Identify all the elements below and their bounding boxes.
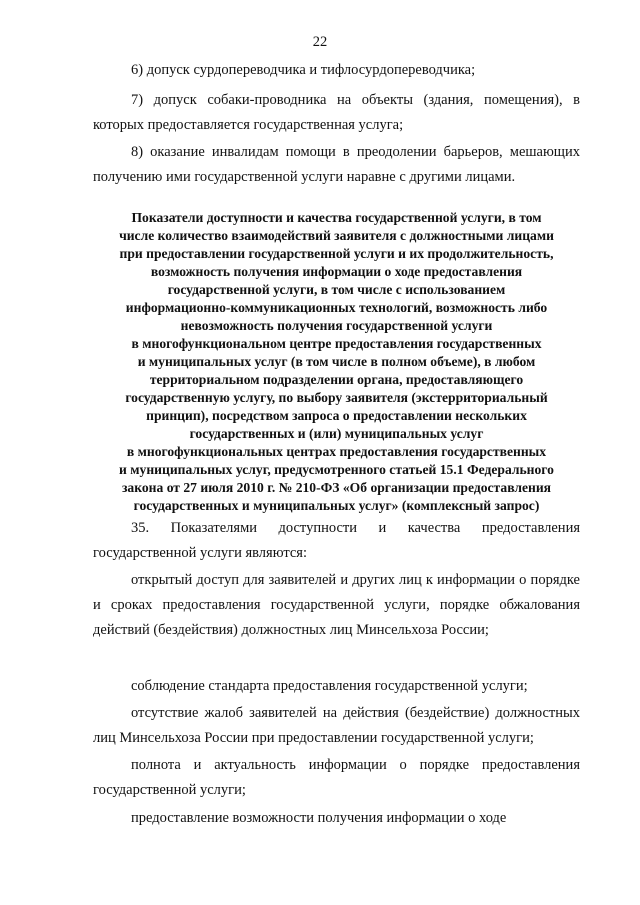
list-item-6: 6) допуск сурдопереводчика и тифлосурдопереводчика;	[131, 62, 476, 78]
page-number: 22	[312, 34, 328, 50]
indicator-paragraph-1: открытый доступ для заявителей и других лиц к информации о порядке и сроках предоставления государственной услуги, порядке обжалования действий (бездействия) должностных лиц Минсельхоза России;	[93, 572, 580, 638]
heading-line: информационно-коммуникационных технологий, возможность либо	[125, 300, 548, 315]
heading-line: и муниципальных услуг, предусмотренного статьей 15.1 Федерального	[119, 462, 554, 477]
list-item-8: 8) оказание инвалидам помощи в преодолении барьеров, мешающих получению ими государственной услуги наравне с другими лицами.	[93, 144, 580, 185]
indicator-paragraph-4: полнота и актуальность информации о порядке предоставления государственной услуги;	[93, 757, 580, 798]
heading-line: невозможность получения государственной услуги	[180, 318, 493, 333]
indicator-paragraph-2: соблюдение стандарта предоставления государственной услуги;	[131, 678, 528, 694]
heading-line: в многофункциональных центрах предоставления государственных	[126, 444, 547, 459]
heading-line: возможность получения информации о ходе предоставления	[150, 264, 523, 279]
heading-line: в многофункциональном центре предоставления государственных	[131, 336, 542, 351]
indicator-paragraph-5: предоставление возможности получения информации о ходе	[131, 810, 507, 826]
heading-line: и муниципальных услуг (в том числе в полном объеме), в любом	[137, 354, 536, 369]
list-item-7: 7) допуск собаки-проводника на объекты (здания, помещения), в которых предоставляется государственная услуга;	[93, 92, 580, 133]
indicator-paragraph-3: отсутствие жалоб заявителей на действия (бездействие) должностных лиц Минсельхоза России при предоставлении государственной услуги;	[93, 705, 580, 746]
heading-line: принцип), посредством запроса о предоставлении нескольких	[146, 408, 527, 423]
heading-line: государственных и (или) муниципальных услуг	[189, 426, 484, 441]
heading-line: при предоставлении государственной услуги и их продолжительность,	[119, 246, 554, 261]
heading-line: государственной услуги, в том числе с использованием	[167, 282, 506, 297]
section-35-intro: 35. Показателями доступности и качества предоставления государственной услуги являются:	[93, 520, 580, 561]
heading-line: государственных и муниципальных услуг» (комплексный запрос)	[133, 498, 540, 513]
heading-line: закона от 27 июля 2010 г. № 210-ФЗ «Об организации предоставления	[121, 480, 552, 495]
heading-line: Показатели доступности и качества государственной услуги, в том	[131, 210, 542, 225]
heading-line: числе количество взаимодействий заявителя с должностными лицами	[119, 228, 554, 243]
heading-line: государственную услугу, по выбору заявителя (экстерриториальный	[125, 390, 548, 405]
heading-line: территориальном подразделении органа, предоставляющего	[149, 372, 524, 387]
section-heading	[93, 209, 580, 515]
